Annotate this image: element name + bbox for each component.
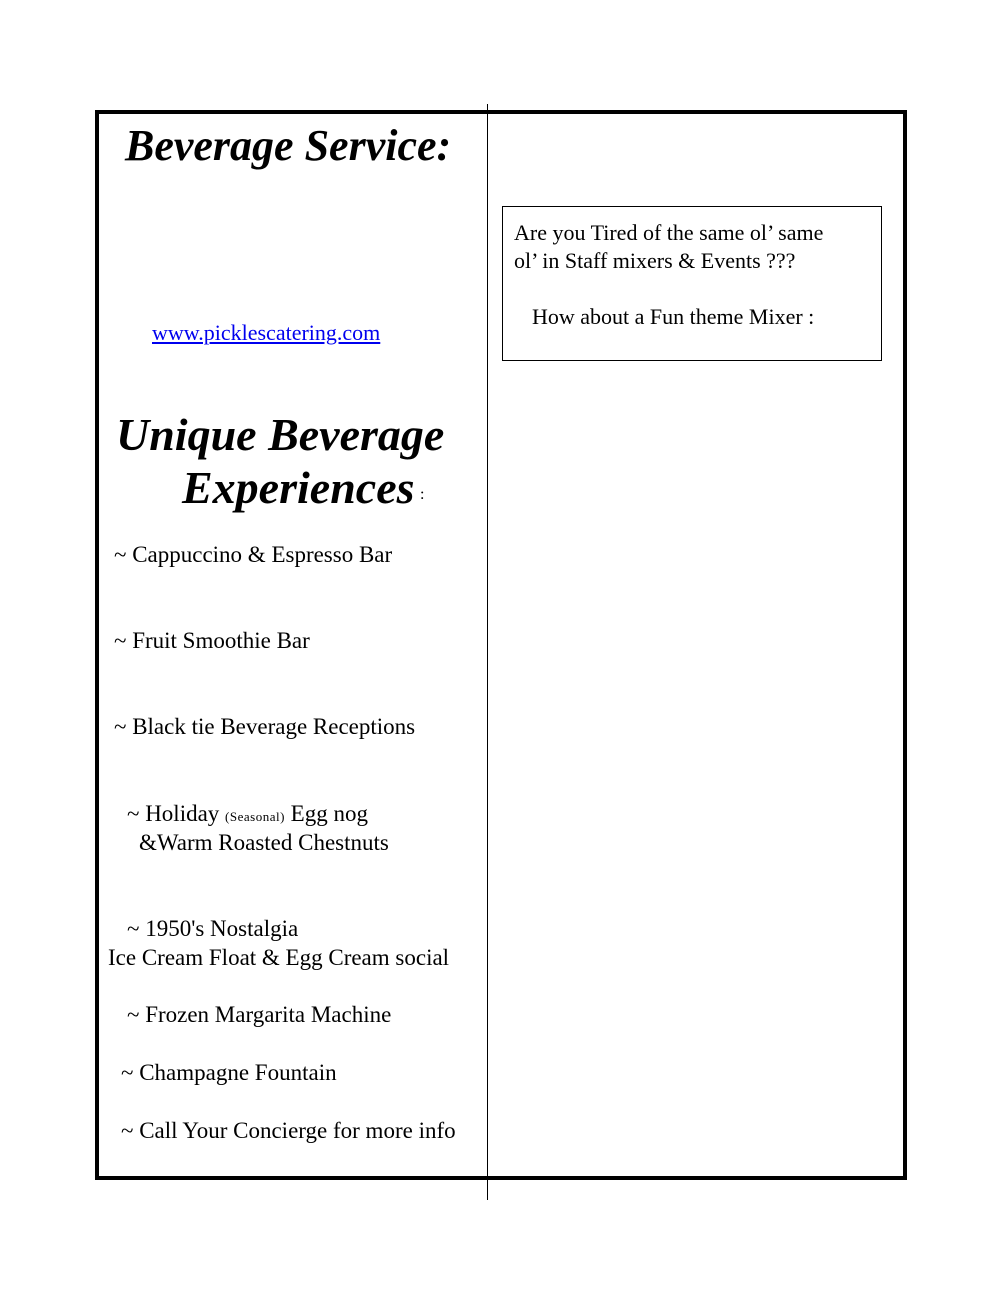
callout-box [502,206,882,361]
section-heading-line2: Experiences [182,462,415,513]
list-item: ~ Black tie Beverage Receptions [114,714,416,739]
list-item: ~ Cappuccino & Espresso Bar [114,542,393,567]
website-link[interactable]: www.picklescatering.com [152,320,381,345]
list-item: ~ Call Your Concierge for more info [121,1118,456,1143]
list-item: ~ Fruit Smoothie Bar [114,628,310,653]
list-item [127,800,368,828]
list-item-text: ~ Holiday [127,801,226,826]
list-item: ~ Frozen Margarita Machine [127,1002,392,1027]
list-item-text: Egg nog [284,801,368,826]
section-heading-line1: Unique Beverage [116,409,445,460]
section-heading-colon: : [420,486,425,503]
list-item: ~ Champagne Fountain [121,1060,337,1085]
list-item-continuation: Ice Cream Float & Egg Cream social [108,945,450,970]
fold-line [487,104,488,1200]
page-title: Beverage Service: [125,121,452,170]
callout-line: ol’ in Staff mixers & Events ??? [514,248,796,273]
list-item-continuation: &Warm Roasted Chestnuts [139,830,389,855]
callout-line: Are you Tired of the same ol’ same [514,220,824,245]
list-item: ~ 1950's Nostalgia [127,916,299,941]
seasonal-note: (Seasonal) [225,809,285,824]
callout-line: How about a Fun theme Mixer : [532,304,815,329]
